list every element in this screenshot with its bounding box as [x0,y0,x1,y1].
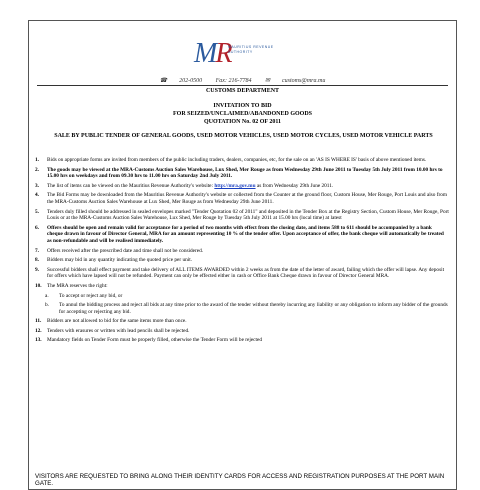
condition-text: Tenders with erasures or written with lead pencils shall be rejected. [47,327,190,334]
header-divider [37,85,448,86]
condition-item: 10. The MRA reserves the right: [35,282,108,289]
condition-text: Successful bidders shall effect payment and take delivery of ALL ITEMS AWARDED within 2 weeks as from the date of the letter of award, failing which the offer will lapse. Any deposit for offers which have lapsed will not be refunded. Payment can only be effected either in cash or Office Bank Cheque drawn in favour of Director General MRA. [47,266,445,280]
condition-item: 9. Successful bidders shall effect payment and take delivery of ALL ITEMS AWARDED within 2 weeks as from the date of the letter of award, failing which the offer will lapse. Any deposit for offers which have lapsed will not be refunded. Payment can only be effected either in cash or Office Bank Cheque drawn in favour of Director General MRA. [35,266,445,280]
condition-item: 6. Offers should be open and remain valid for acceptance for a period of two months with effect from the closing date, and items 588 to 611 should be accompanied by a bank cheque drawn in favour of Director General, MRA for an amount representing 10 % of the tender offer. Upon acceptance of offer, the bank cheque will automatically be treated as non-refundable and will be realised immediately. [35,224,444,244]
condition-item: 5. Tenders duly filled should be addressed in sealed envelopes marked "Tender Quotation 02 of 2011" and deposited in the Tender Box at the Registry Section, Custom House, Mer Rouge, Port Louis or at the MRA-Customs Auction Sales Warehouse, Lux Shed, Mer Rouge by Tuesday 5th July 2011 at 15.00 hrs (local time) at latest [35,208,449,222]
subitem-text: To accept or reject any bid, or [59,292,123,299]
conditions-list [35,157,449,347]
condition-text: Bids on appropriate forms are invited from members of the public including traders, dealers, companies, etc, for the sale on an 'AS IS WHERE IS' basis of above mentioned items. [47,157,427,163]
condition-item: 13. Mandatory fields on Tender Form must be properly filled, otherwise the Tender Form will be rejected [35,337,263,344]
email-address: customs@mra.mu [281,78,326,84]
quotation-number: QUOTATION No. 02 OF 2011 [203,119,282,125]
mra-website-link[interactable]: http://mra.gov.mu [214,182,256,189]
logo-caption: MAURITIUS REVENUE AUTHORITY [228,45,274,54]
logo-mark: MR [194,38,231,69]
condition-text: Offers should be open and remain valid for acceptance for a period of two months with effect from the closing date, and items 588 to 611 should be accompanied by a bank cheque drawn in favour of Director General, MRA for an amount representing 10 % of the tender offer. Upon acceptance of offer, the bank cheque will automatically be treated as non-refundable and will be realised immediately. [47,224,444,244]
condition-text: The Bid Forms may be downloaded from the Mauritius Revenue Authority's website or collected from the Counter at the ground floor, Custom House, Mer Rouge, Port Louis and also from the MRA-Customs Auction Sales Warehouse at Lux Shed, Mer Rouge as from Wednesday 29th June 2011. [47,192,447,205]
phone-number: 202-0500 [179,78,203,84]
invitation-line-1: INVITATION TO BID [213,103,272,109]
visitor-notice: VISITORS ARE REQUESTED TO BRING ALONG THEIR IDENTITY CARDS FOR ACCESS AND REGISTRATION PURPOSES AT THE PORT MAIN GATE. [35,473,445,488]
condition-text: The goods may be viewed at the MRA-Customs Auction Sales Warehouse, Lux Shed, Mer Rouge as from Wednesday 29th June 2011 to Tuesday 5th July 2011 from 10.00 hrs to 15.00 hrs on weekdays and from 09.30 hrs to 11.00 hrs on Saturday 2nd July 2011. [47,166,443,180]
condition-item: 4. The Bid Forms may be downloaded from the Mauritius Revenue Authority's website or collected from the Counter at the ground floor, Custom House, Mer Rouge, Port Louis and also from the MRA-Customs Auction Sales Warehouse at Lux Shed, Mer Rouge as from Wednesday 29th June 2011. [35,192,447,205]
tender-notice-page [28,20,457,490]
condition-item: 3. The list of items can be viewed on the Mauritius Revenue Authority's website: http://mra.gov.mu as from Wednesday 29th June 2011. [35,182,334,189]
condition-text: Offers received after the prescribed date and time shall not be considered. [47,247,204,254]
condition-text: Bidders may bid in any quantity indicating the quoted price per unit. [47,257,193,264]
mra-logo [194,39,294,73]
condition-subitem: a. To accept or reject any bid, or [45,292,123,299]
contact-line [29,77,456,84]
fax-number: Fax: 216-7784 [215,78,252,84]
subitem-text: To annul the bidding process and reject all bids at any time prior to the award of the tender without thereby incurring any liability or any obligation to inform any bidder of the grounds for accepting or rejecting any bid. [59,302,448,315]
invitation-heading [29,102,456,118]
department-heading: CUSTOMS DEPARTMENT [205,88,280,94]
condition-item: 8. Bidders may bid in any quantity indicating the quoted price per unit. [35,257,193,264]
email-icon: ✉ [264,78,270,84]
condition-item: 2. The goods may be viewed at the MRA-Customs Auction Sales Warehouse, Lux Shed, Mer Rouge as from Wednesday 29th June 2011 to Tuesday 5th July 2011 from 10.00 hrs to 15.00 hrs on weekdays and from 09.30 hrs to 11.00 hrs on Saturday 2nd July 2011. [35,166,443,180]
condition-text: Bidders are not allowed to bid for the same items more than once. [47,318,187,325]
condition-item: 1. Bids on appropriate forms are invited from members of the public including traders, dealers, companies, etc, for the sale on an 'AS IS WHERE IS' basis of above mentioned items. [35,157,427,163]
condition-item: 7. Offers received after the prescribed date and time shall not be considered. [35,247,204,254]
sale-title: SALE BY PUBLIC TENDER OF GENERAL GOODS, USED MOTOR VEHICLES, USED MOTOR CYCLES, USED MOTOR VEHICLE PARTS [54,133,433,139]
condition-item: 12. Tenders with erasures or written with lead pencils shall be rejected. [35,327,190,334]
condition-text: Mandatory fields on Tender Form must be properly filled, otherwise the Tender Form will be rejected [47,337,263,344]
phone-icon: ☎ [159,78,168,84]
condition-text: The list of items can be viewed on the Mauritius Revenue Authority's website: http://mra.gov.mu as from Wednesday 29th June 2011. [47,182,334,189]
invitation-line-2: FOR SEIZED/UNCLAIMED/ABANDONED GOODS [172,111,313,117]
condition-text: The MRA reserves the right: [47,282,108,289]
condition-item: 11. Bidders are not allowed to bid for the same items more than once. [35,318,187,325]
condition-text: Tenders duly filled should be addressed in sealed envelopes marked "Tender Quotation 02 of 2011" and deposited in the Tender Box at the Registry Section, Custom House, Mer Rouge, Port Louis or at the MRA-Customs Auction Sales Warehouse, Lux Shed, Mer Rouge by Tuesday 5th July 2011 at 15.00 hrs (local time) at latest [47,208,449,222]
condition-subitem: b. To annul the bidding process and reject all bids at any time prior to the award of the tender without thereby incurring any liability or any obligation to inform any bidder of the grounds for accepting or rejecting any bid. [45,302,448,315]
